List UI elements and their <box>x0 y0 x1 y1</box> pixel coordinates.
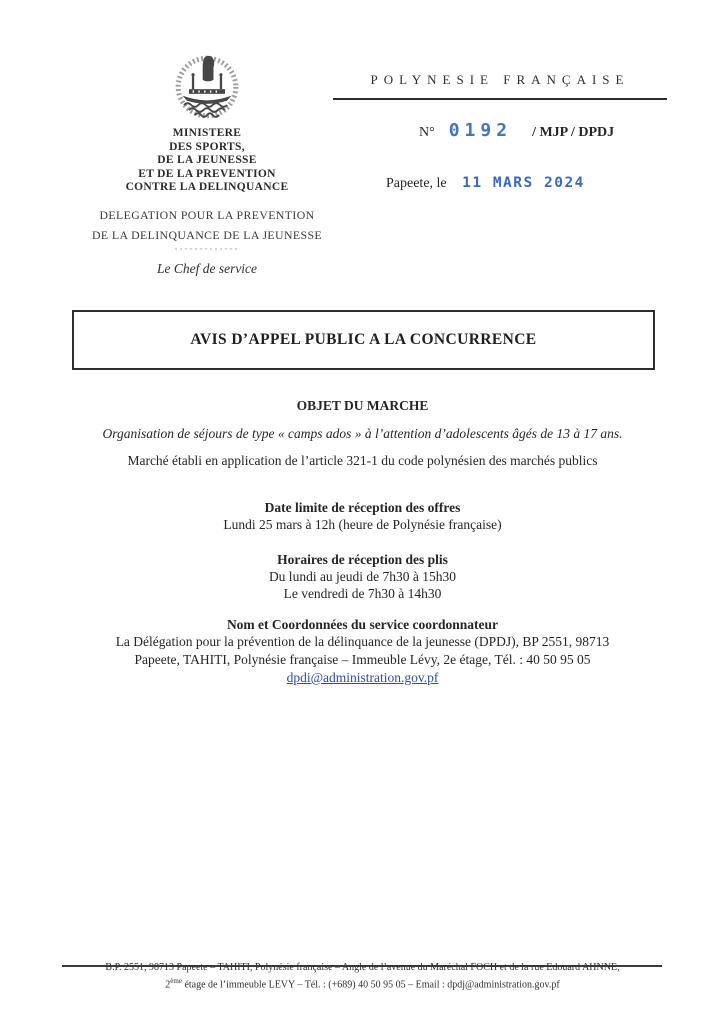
footer-floor-number: 2 <box>165 979 171 991</box>
number-prefix: N° <box>419 125 435 140</box>
ministry-line: CONTRE LA DELINQUANCE <box>125 181 289 193</box>
deadline-text: Lundi 25 mars à 12h (heure de Polynésie française) <box>223 517 502 532</box>
dotted-separator: ············· <box>174 243 240 254</box>
delegation-name-block <box>72 205 342 245</box>
footer-address-line-2 <box>0 975 725 991</box>
place-date-line <box>333 175 667 192</box>
polynesia-emblem-icon <box>171 52 243 122</box>
ministry-line: DE LA JEUNESSE <box>157 154 257 166</box>
ministry-name-block <box>72 127 342 195</box>
deadline-heading: Date limite de réception des offres <box>264 500 461 515</box>
footer-address-line-1: B.P. 2551, 98713 Papeete – TAHITI, Polynésie française – Angle de l’avenue du Maréchal FOCH et de la rue Edouard AHNNE, <box>105 962 620 973</box>
notice-title: AVIS D’APPEL PUBLIC A LA CONCURRENCE <box>190 331 537 348</box>
reference-number-line <box>333 120 667 141</box>
ministry-line: MINISTERE <box>172 127 242 139</box>
coordinator-heading: Nom et Coordonnées du service coordonnateur <box>226 617 499 632</box>
stamped-number: 0192 <box>448 120 513 141</box>
number-suffix: / MJP / DPDJ <box>532 125 615 140</box>
footer-floor-ordinal: ème <box>170 977 182 985</box>
hours-line-1: Du lundi au jeudi de 7h30 à 15h30 <box>268 569 457 584</box>
coordinator-line-1: La Délégation pour la prévention de la délinquance de la jeunesse (DPDJ), BP 2551, 98713 <box>115 634 610 649</box>
coordinator-email-link[interactable]: dpdi@administration.gov.pf <box>286 670 439 685</box>
footer-address-rest: étage de l’immeuble LEVY – Tél. : (+689) 40 50 95 05 – Email : dpdj@administration.gov.pf <box>181 979 560 991</box>
territory-title: POLYNESIE FRANÇAISE <box>370 72 630 87</box>
place-label: Papeete, le <box>386 176 447 191</box>
delegation-line: DE LA DELINQUANCE DE LA JEUNESSE <box>91 227 323 242</box>
ministry-line: ET DE LA PREVENTION <box>138 167 276 180</box>
object-heading: OBJET DU MARCHE <box>296 398 429 413</box>
letterhead-right <box>333 72 667 192</box>
coordinator-email-line <box>0 670 725 686</box>
service-chief-title: Le Chef de service <box>156 260 258 276</box>
ministry-line: DES SPORTS, <box>169 140 245 153</box>
stamped-date: 11 MARS 2024 <box>462 175 585 191</box>
delegation-line: DELEGATION POUR LA PREVENTION <box>99 207 315 222</box>
coordinator-line-2: Papeete, TAHITI, Polynésie française – Immeuble Lévy, 2e étage, Tél. : 40 50 95 05 <box>134 652 591 667</box>
object-legal-note: Marché établi en application de l’article 321-1 du code polynésien des marchés publics <box>127 453 598 468</box>
hours-line-2: Le vendredi de 7h30 à 14h30 <box>283 586 442 601</box>
hours-heading: Horaires de réception des plis <box>277 552 448 567</box>
object-description: Organisation de séjours de type « camps ados » à l’attention d’adolescents âgés de 13 à 17 ans. <box>102 426 623 441</box>
letterhead-left <box>72 52 342 277</box>
territory-divider <box>333 98 667 100</box>
notice-title-box <box>72 310 655 370</box>
